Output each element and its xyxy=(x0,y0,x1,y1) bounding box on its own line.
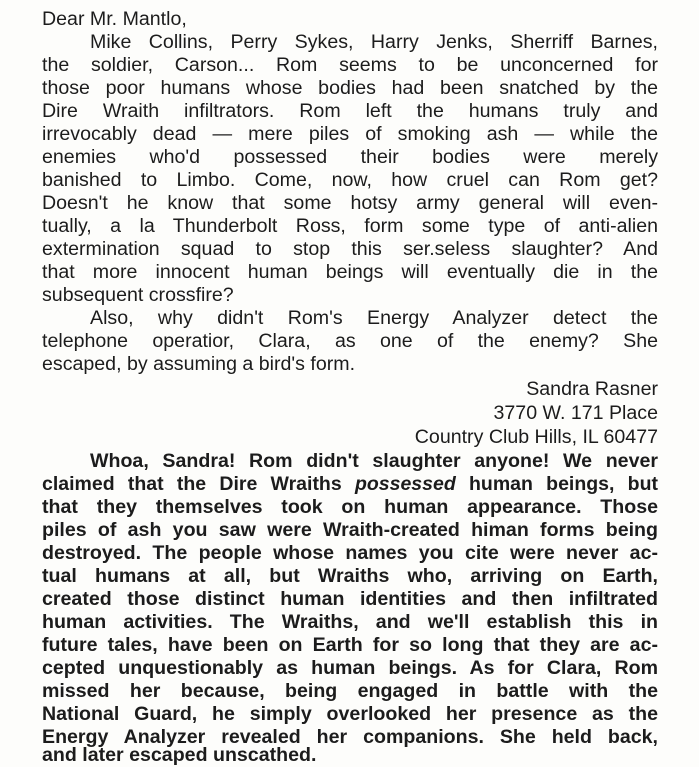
reply-line: piles of ash you saw were Wraith-created himan forms being xyxy=(42,519,658,541)
reply-line: created those distinct human identities and then infiltrated xyxy=(42,588,658,610)
letter-line: enemies who'd possessed their bodies were merely xyxy=(42,146,658,168)
letter-line: subsequent crossfire? xyxy=(42,284,234,306)
reply-line: Energy Analyzer revealed her companions. She held back, xyxy=(42,726,658,748)
reply-emphasis: possessed xyxy=(354,473,456,495)
reply-line: future tales, have been on Earth for so long that they are ac- xyxy=(42,634,658,656)
letter-line: those poor humans whose bodies had been snatched by the xyxy=(42,77,658,99)
letter-line: irrevocably dead — mere piles of smoking ash — while the xyxy=(42,123,658,145)
reply-line: cepted unquestionably as human beings. As for Clara, Rom xyxy=(42,657,658,679)
letter-line: Dire Wraith infiltrators. Rom left the humans truly and xyxy=(42,100,658,122)
signature-name: Sandra Rasner xyxy=(526,378,658,400)
salutation: Dear Mr. Mantlo, xyxy=(42,8,187,30)
reply-line: that they themselves took on human appearance. Those xyxy=(42,496,658,518)
letter-line: tually, a la Thunderbolt Ross, form some type of anti-alien xyxy=(42,215,658,237)
letter-line: Mike Collins, Perry Sykes, Harry Jenks, Sherriff Barnes, xyxy=(90,31,658,53)
reply-line: missed her because, being engaged in battle with the xyxy=(42,680,658,702)
reply-line: destroyed. The people whose names you cite were never ac- xyxy=(42,542,658,564)
signature-street: 3770 W. 171 Place xyxy=(493,402,658,424)
letter-line: the soldier, Carson... Rom seems to be unconcerned for xyxy=(42,54,658,76)
reply-line: human activities. The Wraiths, and we'll establish this in xyxy=(42,611,658,633)
reply-line: tual humans at all, but Wraiths who, arriving on Earth, xyxy=(42,565,658,587)
letter-line: extermination squad to stop this ser.seless slaughter? And xyxy=(42,238,658,260)
signature-city: Country Club Hills, IL 60477 xyxy=(414,426,658,448)
reply-line: Whoa, Sandra! Rom didn't slaughter anyone! We never xyxy=(90,450,658,472)
reply-line xyxy=(42,473,658,496)
letter-line: Also, why didn't Rom's Energy Analyzer detect the xyxy=(90,307,658,329)
letter-line: Doesn't he know that some hotsy army general will even- xyxy=(42,192,658,214)
letter-line: banished to Limbo. Come, now, how cruel can Rom get? xyxy=(42,169,658,191)
reply-text: human beings, but xyxy=(455,473,659,495)
letter-line: escaped, by assuming a bird's form. xyxy=(42,353,356,375)
letter-line: telephone operatior, Clara, as one of the enemy? She xyxy=(42,330,658,352)
reply-text: claimed that the Dire Wraiths xyxy=(42,473,355,495)
letter-line: that more innocent human beings will eventually die in the xyxy=(42,261,658,283)
reply-line: and later escaped unscathed. xyxy=(42,744,317,766)
reply-line: National Guard, he simply overlooked her presence as the xyxy=(42,703,658,725)
